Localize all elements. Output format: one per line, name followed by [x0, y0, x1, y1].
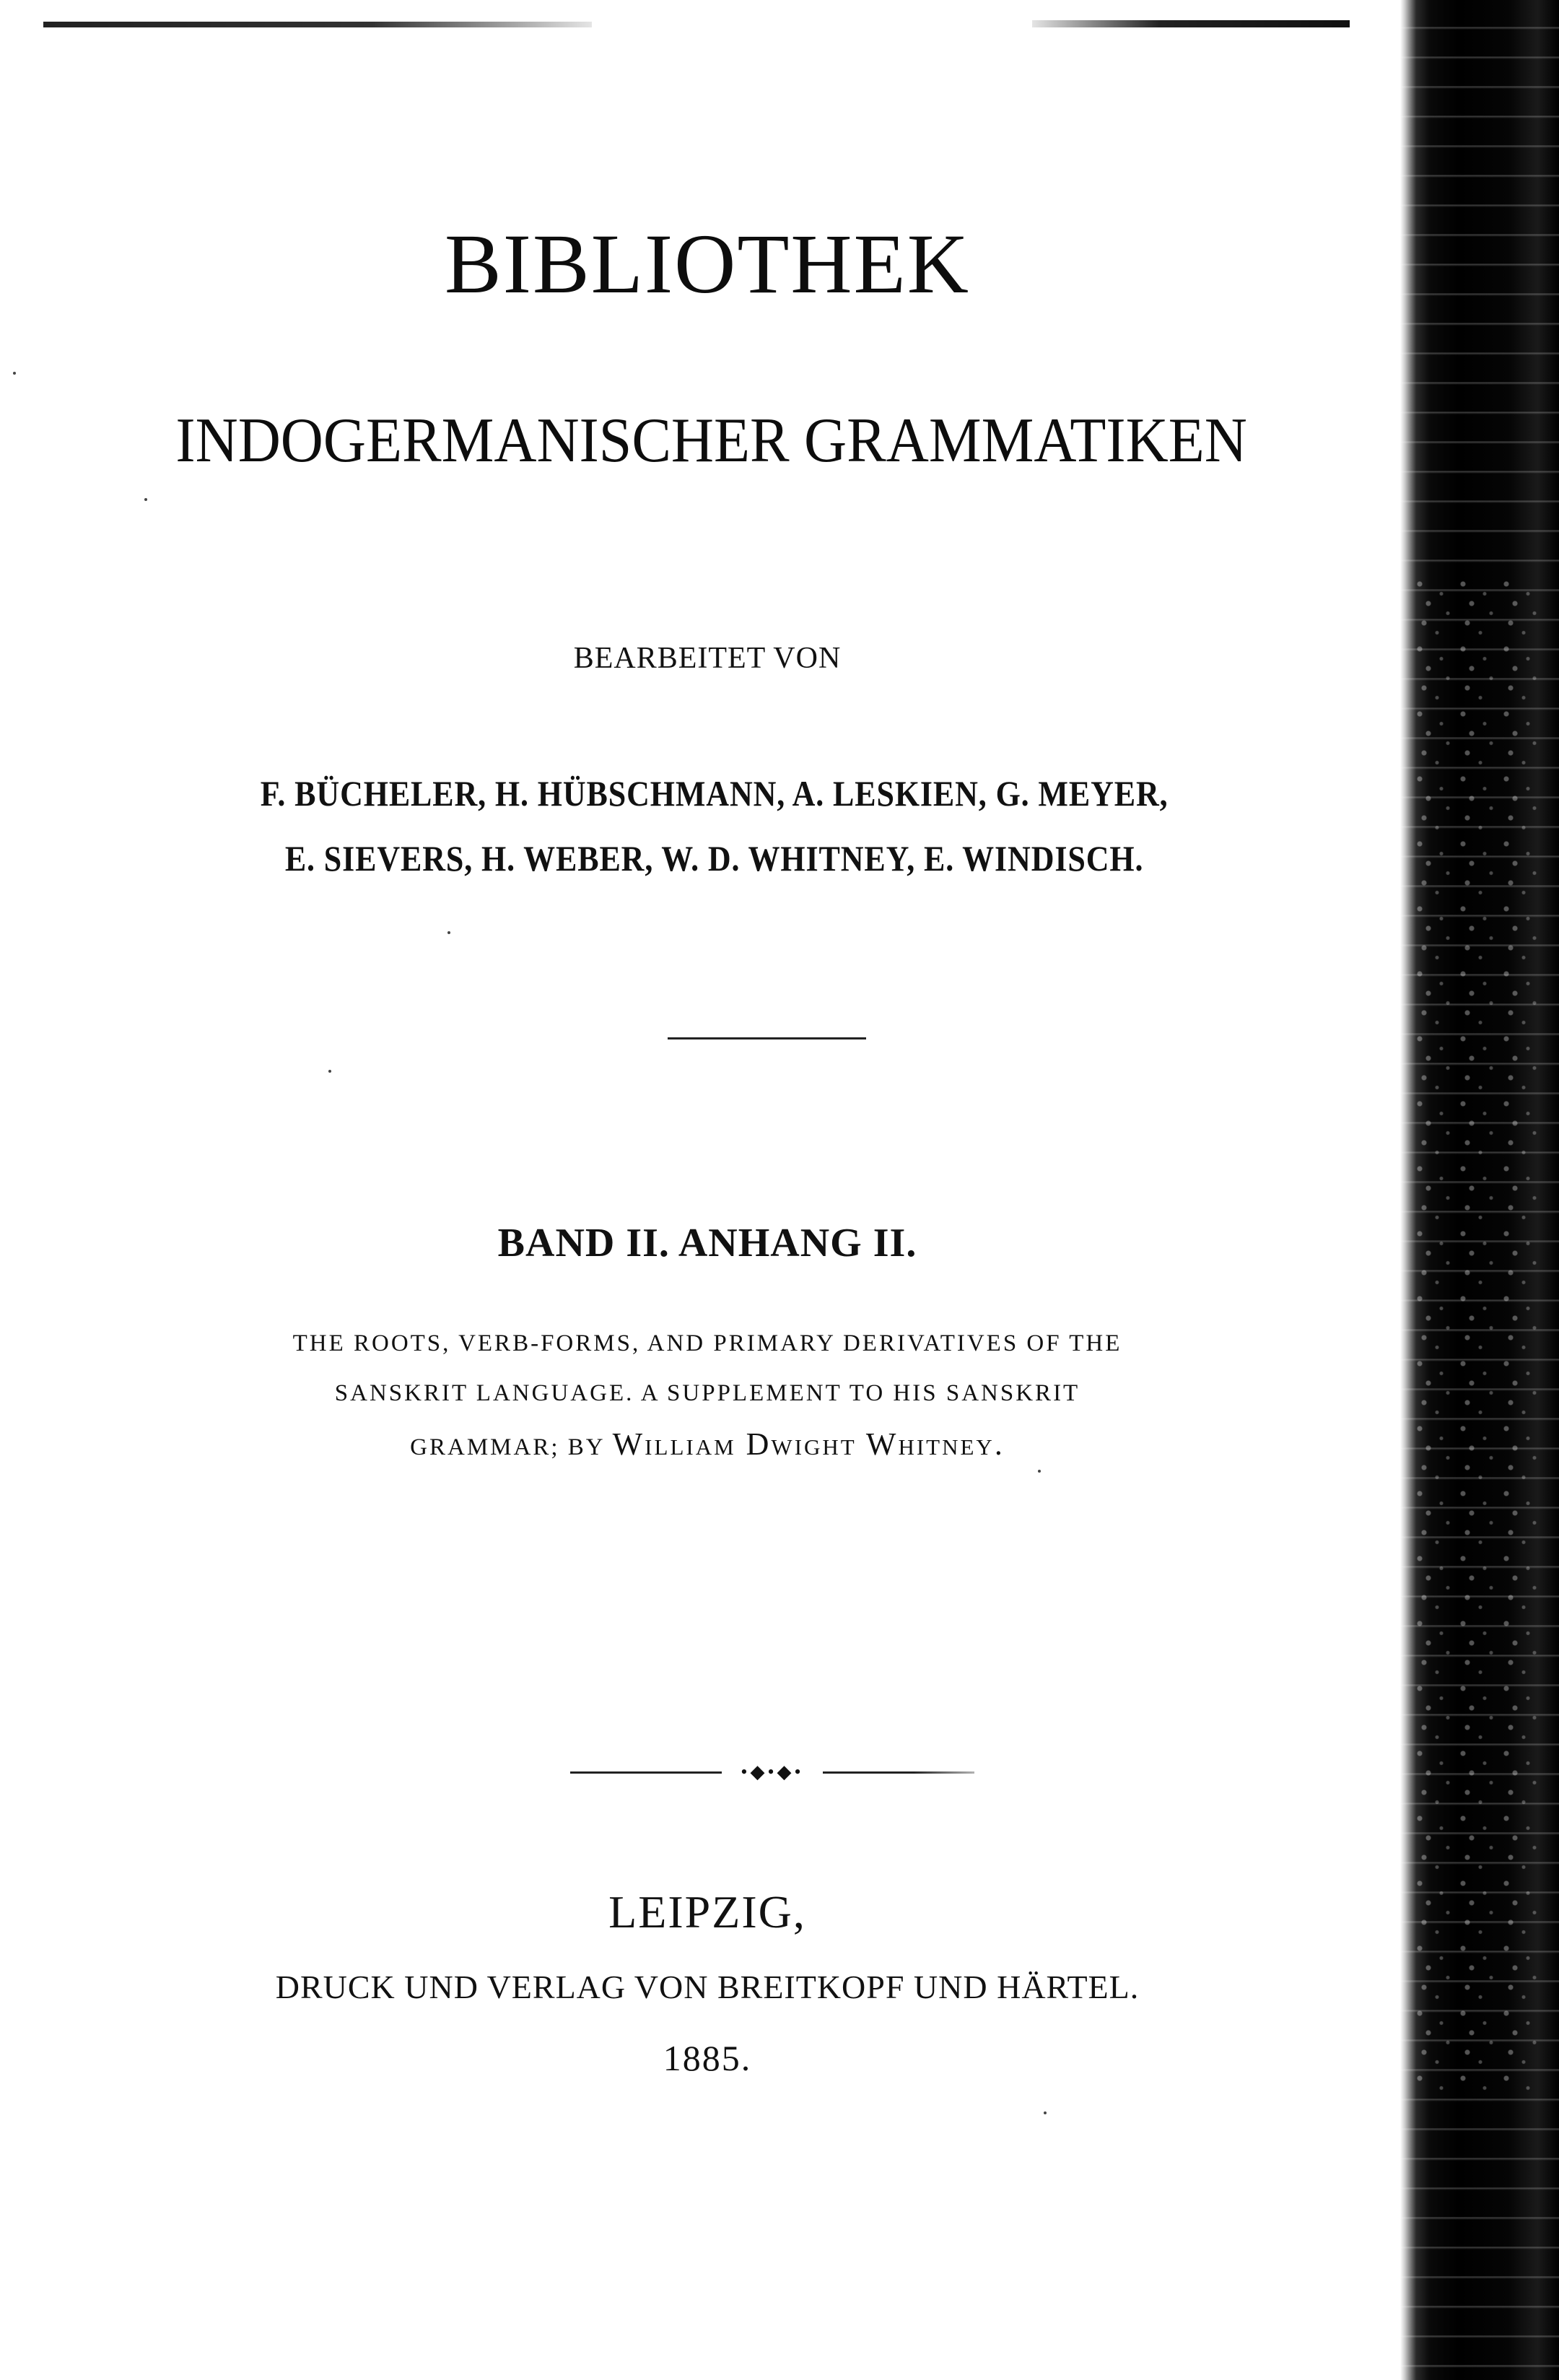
volume-heading: BAND II. ANHANG II.	[497, 1221, 917, 1265]
divider-rule	[668, 1037, 866, 1039]
scan-speck	[1044, 2111, 1047, 2114]
scan-speck	[1038, 1470, 1041, 1473]
scan-edge-right	[1032, 20, 1350, 27]
editors-line-1: F. BÜCHELER, H. HÜBSCHMANN, A. LESKIEN, G. MEYER,	[260, 773, 1169, 814]
scan-speck	[144, 498, 147, 501]
editors-line-2: E. SIEVERS, H. WEBER, W. D. WHITNEY, E. WINDISCH.	[284, 838, 1144, 879]
book-title: BIBLIOTHEK	[445, 217, 970, 311]
publisher: DRUCK UND VERLAG VON BREITKOPF UND HÄRTEL.	[275, 1969, 1140, 2005]
subtitle-line-1: THE ROOTS, VERB-FORMS, AND PRIMARY DERIVATIVES OF THE	[292, 1330, 1122, 1356]
publication-place: LEIPZIG,	[608, 1886, 806, 1937]
scan-speck	[13, 372, 16, 375]
ornament-line-right	[823, 1771, 974, 1774]
scan-edge-left	[43, 22, 592, 27]
ornament-line-left	[570, 1771, 722, 1774]
edited-by-label: BEARBEITET VON	[573, 642, 842, 675]
subtitle-line-3-prefix: GRAMMAR; BY	[410, 1434, 613, 1460]
scan-speck	[447, 931, 450, 934]
subtitle-line-3	[0, 1426, 1415, 1463]
series-title: INDOGERMANISCHER GRAMMATIKEN	[175, 406, 1247, 476]
scan-speck	[328, 1070, 331, 1073]
ornamental-rule	[570, 1761, 974, 1782]
binding-texture	[1411, 577, 1537, 2093]
ornament-center: •◆•◆•	[741, 1761, 804, 1782]
author-name: William Dwight Whitney.	[612, 1426, 1005, 1462]
subtitle-line-2: SANSKRIT LANGUAGE. A SUPPLEMENT TO HIS SANSKRIT	[334, 1380, 1080, 1406]
publication-year: 1885.	[663, 2038, 752, 2078]
